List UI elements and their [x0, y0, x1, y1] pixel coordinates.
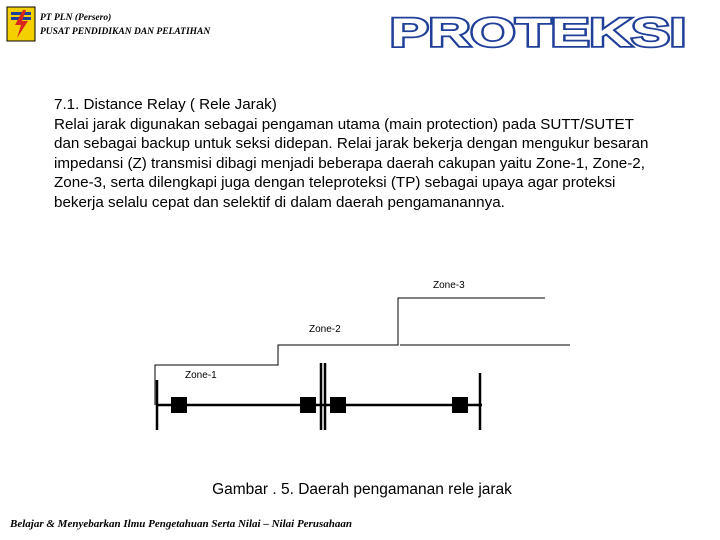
body-paragraph: Relai jarak digunakan sebagai pengaman utama (main protection) pada SUTT/SUTET dan sebagai backup untuk seksi didepan. Relai jarak bekerja dengan mengukur besaran impedansi (Z) transmisi dibagi menjadi beberapa daerah cakupan yaitu Zone-1, Zone-2, Zone-3, serta dilengkapi juga dengan teleproteksi (TP) sebagai upaya agar proteksi bekerja selalu cepat dan selektif di dalam daerah pengamanannya.	[54, 115, 649, 211]
zone-2-label: Zone-2	[309, 324, 341, 335]
pln-logo-icon	[6, 6, 36, 42]
zone-diagram	[0, 270, 720, 430]
org-line-2: PUSAT PENDIDIKAN DAN PELATIHAN	[40, 27, 211, 37]
brand-title	[385, 12, 691, 54]
organization-name	[40, 11, 210, 39]
zone-1-label: Zone-1	[185, 370, 217, 381]
main-content	[54, 95, 654, 213]
zone-3-label: Zone-3	[433, 280, 465, 291]
breaker-4	[452, 397, 468, 413]
zone-3-boundary	[155, 298, 545, 405]
section-heading: 7.1. Distance Relay ( Rele Jarak)	[54, 96, 277, 113]
breaker-2	[300, 397, 316, 413]
brand-title-text: PROTEKSI	[390, 12, 686, 54]
figure-caption: Gambar . 5. Daerah pengamanan rele jarak	[212, 481, 512, 498]
org-line-1: PT PLN (Persero)	[40, 13, 112, 23]
footer-motto: Belajar & Menyebarkan Ilmu Pengetahuan Serta Nilai – Nilai Perusahaan	[10, 518, 352, 530]
breaker-1	[171, 397, 187, 413]
breaker-3	[330, 397, 346, 413]
